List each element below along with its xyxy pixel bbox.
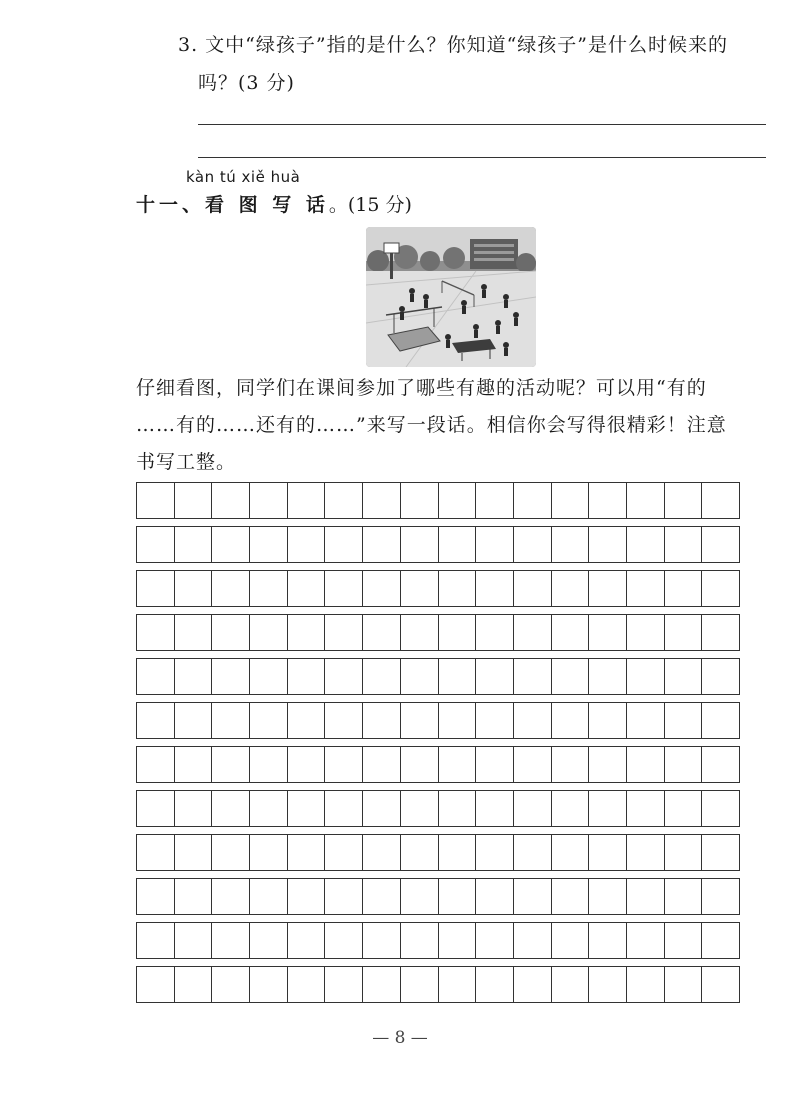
grid-cell[interactable]	[627, 923, 665, 958]
grid-cell[interactable]	[702, 659, 739, 694]
instruction-line-2: ……有的……还有的……”来写一段话。相信你会写得很精彩！注意	[136, 414, 727, 436]
grid-cell[interactable]	[175, 923, 213, 958]
grid-cell[interactable]	[363, 879, 401, 914]
grid-cell[interactable]	[288, 747, 326, 782]
grid-cell[interactable]	[212, 835, 250, 870]
grid-cell[interactable]	[288, 791, 326, 826]
grid-cell[interactable]	[589, 659, 627, 694]
grid-cell[interactable]	[137, 835, 175, 870]
grid-row	[136, 966, 740, 1003]
grid-cell[interactable]	[212, 747, 250, 782]
grid-cell[interactable]	[702, 835, 739, 870]
grid-cell[interactable]	[627, 879, 665, 914]
grid-cell[interactable]	[363, 923, 401, 958]
grid-cell[interactable]	[589, 527, 627, 562]
section-period: 。	[328, 194, 348, 216]
grid-cell[interactable]	[439, 615, 477, 650]
grid-row	[136, 878, 740, 915]
grid-cell[interactable]	[439, 879, 477, 914]
grid-cell[interactable]	[439, 527, 477, 562]
grid-cell[interactable]	[250, 747, 288, 782]
grid-cell[interactable]	[175, 703, 213, 738]
playground-scene-graphic	[366, 227, 536, 367]
grid-cell[interactable]	[288, 967, 326, 1002]
grid-cell[interactable]	[665, 923, 703, 958]
grid-cell[interactable]	[325, 967, 363, 1002]
grid-row	[136, 614, 740, 651]
grid-cell[interactable]	[250, 527, 288, 562]
grid-cell[interactable]	[288, 879, 326, 914]
grid-cell[interactable]	[627, 571, 665, 606]
grid-cell[interactable]	[175, 791, 213, 826]
grid-cell[interactable]	[288, 703, 326, 738]
grid-cell[interactable]	[589, 571, 627, 606]
grid-cell[interactable]	[589, 923, 627, 958]
grid-cell[interactable]	[363, 483, 401, 518]
section-heading: 看 图 写 话	[205, 194, 329, 216]
grid-cell[interactable]	[439, 483, 477, 518]
grid-cell[interactable]	[175, 571, 213, 606]
grid-cell[interactable]	[250, 967, 288, 1002]
grid-cell[interactable]	[627, 791, 665, 826]
instruction-line-1: 仔细看图，同学们在课间参加了哪些有趣的活动呢？可以用“有的	[136, 377, 707, 399]
grid-cell[interactable]	[137, 659, 175, 694]
grid-cell[interactable]	[325, 879, 363, 914]
grid-cell[interactable]	[325, 703, 363, 738]
grid-cell[interactable]	[552, 615, 590, 650]
grid-cell[interactable]	[401, 483, 439, 518]
grid-cell[interactable]	[137, 483, 175, 518]
grid-cell[interactable]	[702, 703, 739, 738]
grid-cell[interactable]	[476, 791, 514, 826]
grid-cell[interactable]	[212, 879, 250, 914]
answer-line-1[interactable]	[198, 124, 766, 125]
grid-cell[interactable]	[363, 615, 401, 650]
grid-cell[interactable]	[439, 659, 477, 694]
grid-cell[interactable]	[665, 659, 703, 694]
grid-cell[interactable]	[627, 659, 665, 694]
grid-row	[136, 746, 740, 783]
grid-cell[interactable]	[514, 615, 552, 650]
grid-row	[136, 790, 740, 827]
grid-cell[interactable]	[627, 527, 665, 562]
grid-cell[interactable]	[439, 703, 477, 738]
grid-cell[interactable]	[476, 527, 514, 562]
grid-cell[interactable]	[363, 967, 401, 1002]
grid-cell[interactable]	[589, 703, 627, 738]
grid-cell[interactable]	[702, 791, 739, 826]
grid-cell[interactable]	[665, 483, 703, 518]
grid-cell[interactable]	[552, 747, 590, 782]
grid-cell[interactable]	[702, 923, 739, 958]
grid-cell[interactable]	[363, 571, 401, 606]
grid-cell[interactable]	[476, 615, 514, 650]
grid-cell[interactable]	[514, 879, 552, 914]
instruction-line-3: 书写工整。	[136, 451, 237, 473]
grid-cell[interactable]	[476, 967, 514, 1002]
grid-cell[interactable]	[476, 659, 514, 694]
grid-cell[interactable]	[288, 835, 326, 870]
grid-cell[interactable]	[401, 527, 439, 562]
grid-cell[interactable]	[325, 483, 363, 518]
grid-cell[interactable]	[175, 483, 213, 518]
grid-cell[interactable]	[401, 791, 439, 826]
grid-cell[interactable]	[476, 879, 514, 914]
grid-cell[interactable]	[589, 615, 627, 650]
grid-cell[interactable]	[439, 791, 477, 826]
page-number: — 8 —	[372, 1028, 428, 1048]
grid-cell[interactable]	[250, 835, 288, 870]
grid-cell[interactable]	[401, 615, 439, 650]
grid-cell[interactable]	[665, 791, 703, 826]
grid-cell[interactable]	[627, 615, 665, 650]
grid-cell[interactable]	[401, 703, 439, 738]
grid-cell[interactable]	[627, 967, 665, 1002]
grid-cell[interactable]	[439, 571, 477, 606]
grid-cell[interactable]	[665, 967, 703, 1002]
grid-row	[136, 658, 740, 695]
grid-cell[interactable]	[401, 879, 439, 914]
grid-cell[interactable]	[363, 527, 401, 562]
grid-cell[interactable]	[325, 615, 363, 650]
grid-cell[interactable]	[401, 659, 439, 694]
grid-cell[interactable]	[552, 791, 590, 826]
grid-cell[interactable]	[212, 791, 250, 826]
grid-cell[interactable]	[627, 483, 665, 518]
grid-cell[interactable]	[401, 923, 439, 958]
grid-cell[interactable]	[665, 747, 703, 782]
grid-cell[interactable]	[514, 747, 552, 782]
grid-cell[interactable]	[552, 923, 590, 958]
grid-cell[interactable]	[401, 835, 439, 870]
section-11-title	[136, 190, 412, 217]
grid-cell[interactable]	[665, 571, 703, 606]
grid-cell[interactable]	[702, 615, 739, 650]
grid-cell[interactable]	[589, 483, 627, 518]
grid-row	[136, 570, 740, 607]
grid-cell[interactable]	[552, 879, 590, 914]
grid-cell[interactable]	[363, 703, 401, 738]
grid-cell[interactable]	[514, 703, 552, 738]
grid-cell[interactable]	[514, 483, 552, 518]
grid-cell[interactable]	[363, 791, 401, 826]
grid-cell[interactable]	[288, 615, 326, 650]
grid-cell[interactable]	[552, 483, 590, 518]
grid-cell[interactable]	[250, 703, 288, 738]
grid-cell[interactable]	[439, 923, 477, 958]
grid-cell[interactable]	[702, 747, 739, 782]
grid-cell[interactable]	[212, 659, 250, 694]
grid-cell[interactable]	[137, 791, 175, 826]
grid-cell[interactable]	[514, 527, 552, 562]
grid-row	[136, 526, 740, 563]
grid-row	[136, 922, 740, 959]
grid-cell[interactable]	[476, 703, 514, 738]
grid-cell[interactable]	[212, 703, 250, 738]
grid-cell[interactable]	[212, 923, 250, 958]
grid-cell[interactable]	[589, 791, 627, 826]
grid-cell[interactable]	[665, 615, 703, 650]
grid-cell[interactable]	[325, 571, 363, 606]
grid-cell[interactable]	[589, 879, 627, 914]
grid-cell[interactable]	[175, 659, 213, 694]
grid-cell[interactable]	[325, 923, 363, 958]
grid-cell[interactable]	[175, 967, 213, 1002]
grid-cell[interactable]	[476, 483, 514, 518]
grid-cell[interactable]	[363, 835, 401, 870]
grid-cell[interactable]	[175, 747, 213, 782]
grid-cell[interactable]	[439, 747, 477, 782]
grid-cell[interactable]	[589, 835, 627, 870]
grid-cell[interactable]	[250, 483, 288, 518]
grid-cell[interactable]	[552, 703, 590, 738]
grid-cell[interactable]	[702, 527, 739, 562]
grid-cell[interactable]	[250, 615, 288, 650]
grid-cell[interactable]	[175, 835, 213, 870]
grid-cell[interactable]	[476, 747, 514, 782]
grid-cell[interactable]	[702, 483, 739, 518]
grid-cell[interactable]	[476, 923, 514, 958]
grid-cell[interactable]	[665, 703, 703, 738]
grid-cell[interactable]	[137, 967, 175, 1002]
grid-cell[interactable]	[137, 879, 175, 914]
grid-cell[interactable]	[665, 879, 703, 914]
grid-cell[interactable]	[552, 835, 590, 870]
grid-cell[interactable]	[552, 659, 590, 694]
grid-row	[136, 834, 740, 871]
grid-cell[interactable]	[363, 659, 401, 694]
grid-cell[interactable]	[137, 923, 175, 958]
grid-cell[interactable]	[702, 879, 739, 914]
grid-row	[136, 702, 740, 739]
grid-cell[interactable]	[401, 967, 439, 1002]
grid-cell[interactable]	[175, 527, 213, 562]
grid-cell[interactable]	[288, 527, 326, 562]
grid-cell[interactable]	[589, 747, 627, 782]
grid-cell[interactable]	[212, 527, 250, 562]
grid-cell[interactable]	[514, 835, 552, 870]
grid-cell[interactable]	[325, 791, 363, 826]
grid-cell[interactable]	[514, 791, 552, 826]
grid-cell[interactable]	[175, 615, 213, 650]
grid-cell[interactable]	[363, 747, 401, 782]
grid-cell[interactable]	[288, 923, 326, 958]
grid-cell[interactable]	[288, 571, 326, 606]
grid-cell[interactable]	[137, 615, 175, 650]
grid-cell[interactable]	[401, 747, 439, 782]
grid-cell[interactable]	[250, 791, 288, 826]
answer-line-2[interactable]	[198, 157, 766, 158]
grid-cell[interactable]	[627, 747, 665, 782]
grid-cell[interactable]	[325, 659, 363, 694]
grid-cell[interactable]	[627, 703, 665, 738]
grid-cell[interactable]	[702, 967, 739, 1002]
grid-cell[interactable]	[137, 703, 175, 738]
grid-cell[interactable]	[514, 659, 552, 694]
grid-cell[interactable]	[212, 615, 250, 650]
grid-cell[interactable]	[212, 571, 250, 606]
grid-cell[interactable]	[250, 923, 288, 958]
grid-cell[interactable]	[552, 527, 590, 562]
grid-cell[interactable]	[325, 835, 363, 870]
playground-illustration	[366, 227, 536, 367]
grid-cell[interactable]	[439, 835, 477, 870]
grid-cell[interactable]	[514, 923, 552, 958]
grid-cell[interactable]	[514, 571, 552, 606]
grid-cell[interactable]	[552, 967, 590, 1002]
grid-cell[interactable]	[627, 835, 665, 870]
grid-cell[interactable]	[288, 483, 326, 518]
question-3-line-1: 3. 文中“绿孩子”指的是什么？你知道“绿孩子”是什么时候来的	[178, 34, 729, 56]
grid-cell[interactable]	[137, 747, 175, 782]
grid-row	[136, 482, 740, 519]
section-title-pinyin: kàn tú xiě huà	[186, 168, 301, 186]
question-3-line-2: 吗？(3 分)	[198, 72, 295, 94]
grid-cell[interactable]	[325, 527, 363, 562]
grid-cell[interactable]	[665, 527, 703, 562]
writing-grid[interactable]	[136, 482, 740, 1010]
grid-cell[interactable]	[250, 571, 288, 606]
grid-cell[interactable]	[401, 571, 439, 606]
grid-cell[interactable]	[250, 879, 288, 914]
grid-cell[interactable]	[665, 835, 703, 870]
grid-cell[interactable]	[175, 879, 213, 914]
grid-cell[interactable]	[212, 483, 250, 518]
grid-cell[interactable]	[476, 571, 514, 606]
grid-cell[interactable]	[589, 967, 627, 1002]
grid-cell[interactable]	[137, 571, 175, 606]
grid-cell[interactable]	[514, 967, 552, 1002]
grid-cell[interactable]	[325, 747, 363, 782]
section-score: (15 分)	[347, 194, 412, 216]
grid-cell[interactable]	[288, 659, 326, 694]
grid-cell[interactable]	[552, 571, 590, 606]
grid-cell[interactable]	[476, 835, 514, 870]
grid-cell[interactable]	[250, 659, 288, 694]
section-number: 十一、	[136, 194, 206, 216]
grid-cell[interactable]	[137, 527, 175, 562]
grid-cell[interactable]	[212, 967, 250, 1002]
grid-cell[interactable]	[439, 967, 477, 1002]
grid-cell[interactable]	[702, 571, 739, 606]
